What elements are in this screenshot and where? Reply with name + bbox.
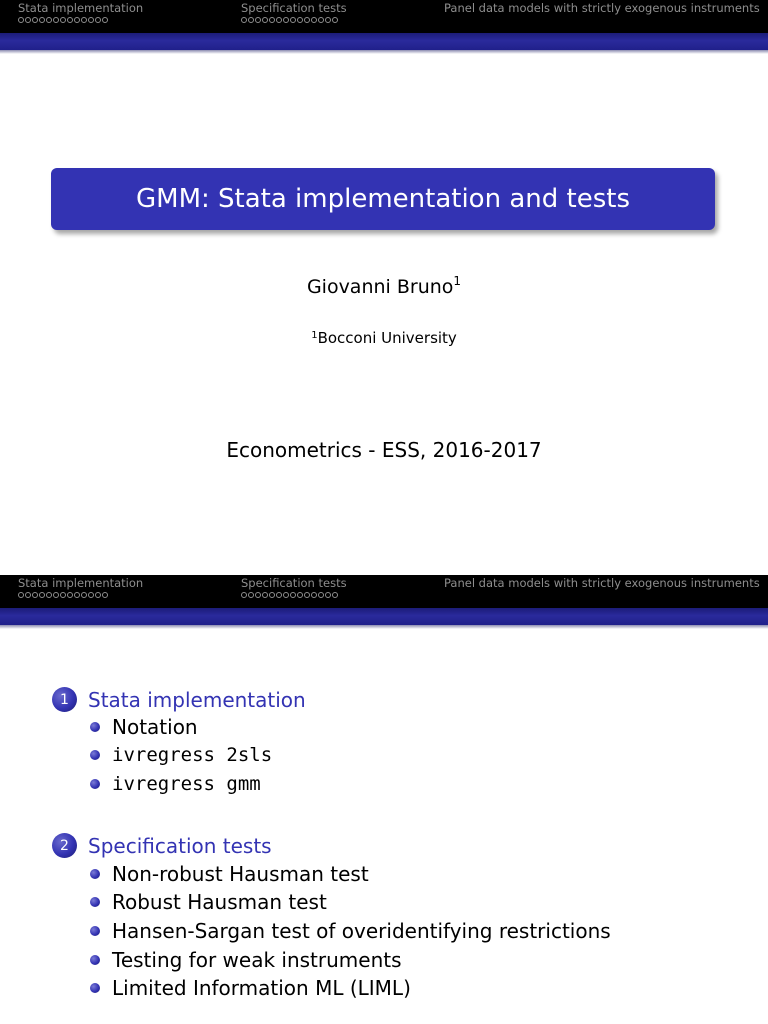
nav-frame-dots[interactable] <box>241 17 339 23</box>
frame-dot[interactable] <box>241 17 247 23</box>
frame-dot[interactable] <box>318 17 324 23</box>
frame-dot[interactable] <box>255 17 261 23</box>
item-label[interactable]: Testing for weak instruments <box>112 948 402 972</box>
frame-dot[interactable] <box>60 17 66 23</box>
nav-frame-dots[interactable] <box>241 592 339 598</box>
frame-dot[interactable] <box>255 592 261 598</box>
outline-item[interactable] <box>90 976 411 1000</box>
bullet-icon <box>90 869 100 879</box>
author-name: Giovanni Bruno <box>306 276 454 298</box>
section-label[interactable]: Specification tests <box>88 833 272 858</box>
institute-name: Bocconi University <box>317 329 457 347</box>
bullet-icon <box>90 926 100 936</box>
nav-frame-dots[interactable] <box>18 17 109 23</box>
author <box>0 274 768 298</box>
item-label[interactable]: Robust Hausman test <box>112 890 327 914</box>
author-mark: 1 <box>453 274 462 288</box>
nav-section-title[interactable]: Panel data models with strictly exogenous instruments <box>444 1 760 15</box>
frame-dot[interactable] <box>318 592 324 598</box>
nav-section-title[interactable]: Specification tests <box>241 576 347 590</box>
frame-dot[interactable] <box>81 592 87 598</box>
nav-blue-bar <box>0 608 768 625</box>
frame-dot[interactable] <box>95 17 101 23</box>
frame-dot[interactable] <box>25 17 31 23</box>
presentation-title: GMM: Stata implementation and tests <box>136 184 630 214</box>
outline-item[interactable] <box>90 773 261 795</box>
frame-dot[interactable] <box>325 17 331 23</box>
frame-dot[interactable] <box>241 592 247 598</box>
outline-item[interactable] <box>90 890 327 914</box>
frame-dot[interactable] <box>276 592 282 598</box>
section-number-ball: 2 <box>52 833 77 858</box>
nav-shadow <box>0 50 768 54</box>
frame-dot[interactable] <box>25 592 31 598</box>
bullet-icon <box>90 722 100 732</box>
institute-mark: 1 <box>311 330 318 341</box>
frame-dot[interactable] <box>248 17 254 23</box>
frame-dot[interactable] <box>53 592 59 598</box>
nav-blue-bar <box>0 33 768 50</box>
frame-dot[interactable] <box>32 17 38 23</box>
frame-dot[interactable] <box>269 17 275 23</box>
section-label[interactable]: Stata implementation <box>88 687 306 712</box>
frame-dot[interactable] <box>95 592 101 598</box>
nav-section-title[interactable]: Stata implementation <box>18 1 144 15</box>
frame-dot[interactable] <box>102 17 108 23</box>
item-label[interactable]: Limited Information ML (LIML) <box>112 976 411 1000</box>
frame-dot[interactable] <box>88 592 94 598</box>
bullet-icon <box>90 983 100 993</box>
outline-slide <box>0 575 768 1024</box>
frame-dot[interactable] <box>297 592 303 598</box>
frame-dot[interactable] <box>67 17 73 23</box>
frame-dot[interactable] <box>39 592 45 598</box>
frame-dot[interactable] <box>297 17 303 23</box>
nav-section-title[interactable]: Stata implementation <box>18 576 144 590</box>
frame-dot[interactable] <box>262 17 268 23</box>
frame-dot[interactable] <box>32 592 38 598</box>
frame-dot[interactable] <box>311 592 317 598</box>
frame-dot[interactable] <box>283 592 289 598</box>
frame-dot[interactable] <box>18 17 24 23</box>
item-label[interactable]: Hansen-Sargan test of overidentifying restrictions <box>112 919 611 943</box>
bullet-icon <box>90 955 100 965</box>
frame-dot[interactable] <box>81 17 87 23</box>
nav-header <box>0 575 768 608</box>
frame-dot[interactable] <box>269 592 275 598</box>
frame-dot[interactable] <box>283 17 289 23</box>
nav-header <box>0 0 768 33</box>
frame-dot[interactable] <box>304 17 310 23</box>
institute <box>0 329 768 347</box>
bullet-icon <box>90 779 100 789</box>
course-info: Econometrics - ESS, 2016-2017 <box>226 438 542 462</box>
bullet-icon <box>90 897 100 907</box>
frame-dot[interactable] <box>304 592 310 598</box>
frame-dot[interactable] <box>67 592 73 598</box>
frame-dot[interactable] <box>311 17 317 23</box>
nav-section-title[interactable]: Specification tests <box>241 1 347 15</box>
outline-section-1[interactable] <box>52 687 306 712</box>
outline-item[interactable] <box>90 715 198 739</box>
outline-item[interactable] <box>90 919 611 943</box>
item-label[interactable]: ivregress gmm <box>112 773 261 795</box>
frame-dot[interactable] <box>290 17 296 23</box>
frame-dot[interactable] <box>53 17 59 23</box>
nav-frame-dots[interactable] <box>18 592 109 598</box>
nav-shadow <box>0 625 768 629</box>
item-label[interactable]: Notation <box>112 715 198 739</box>
frame-dot[interactable] <box>332 17 338 23</box>
outline-item[interactable] <box>90 744 272 766</box>
frame-dot[interactable] <box>325 592 331 598</box>
frame-dot[interactable] <box>74 17 80 23</box>
frame-dot[interactable] <box>18 592 24 598</box>
frame-dot[interactable] <box>290 592 296 598</box>
title-box <box>51 168 715 230</box>
bullet-icon <box>90 750 100 760</box>
frame-dot[interactable] <box>332 592 338 598</box>
nav-section-title[interactable]: Panel data models with strictly exogenous instruments <box>444 576 760 590</box>
frame-dot[interactable] <box>262 592 268 598</box>
item-label[interactable]: Non-robust Hausman test <box>112 862 369 886</box>
outline-section-2[interactable] <box>52 833 272 858</box>
outline-item[interactable] <box>90 862 369 886</box>
frame-dot[interactable] <box>248 592 254 598</box>
outline-item[interactable] <box>90 948 402 972</box>
section-number-ball: 1 <box>52 687 77 712</box>
frame-dot[interactable] <box>60 592 66 598</box>
frame-dot[interactable] <box>46 17 52 23</box>
frame-dot[interactable] <box>102 592 108 598</box>
item-label[interactable]: ivregress 2sls <box>112 744 273 766</box>
frame-dot[interactable] <box>276 17 282 23</box>
frame-dot[interactable] <box>88 17 94 23</box>
frame-dot[interactable] <box>39 17 45 23</box>
frame-dot[interactable] <box>46 592 52 598</box>
frame-dot[interactable] <box>74 592 80 598</box>
